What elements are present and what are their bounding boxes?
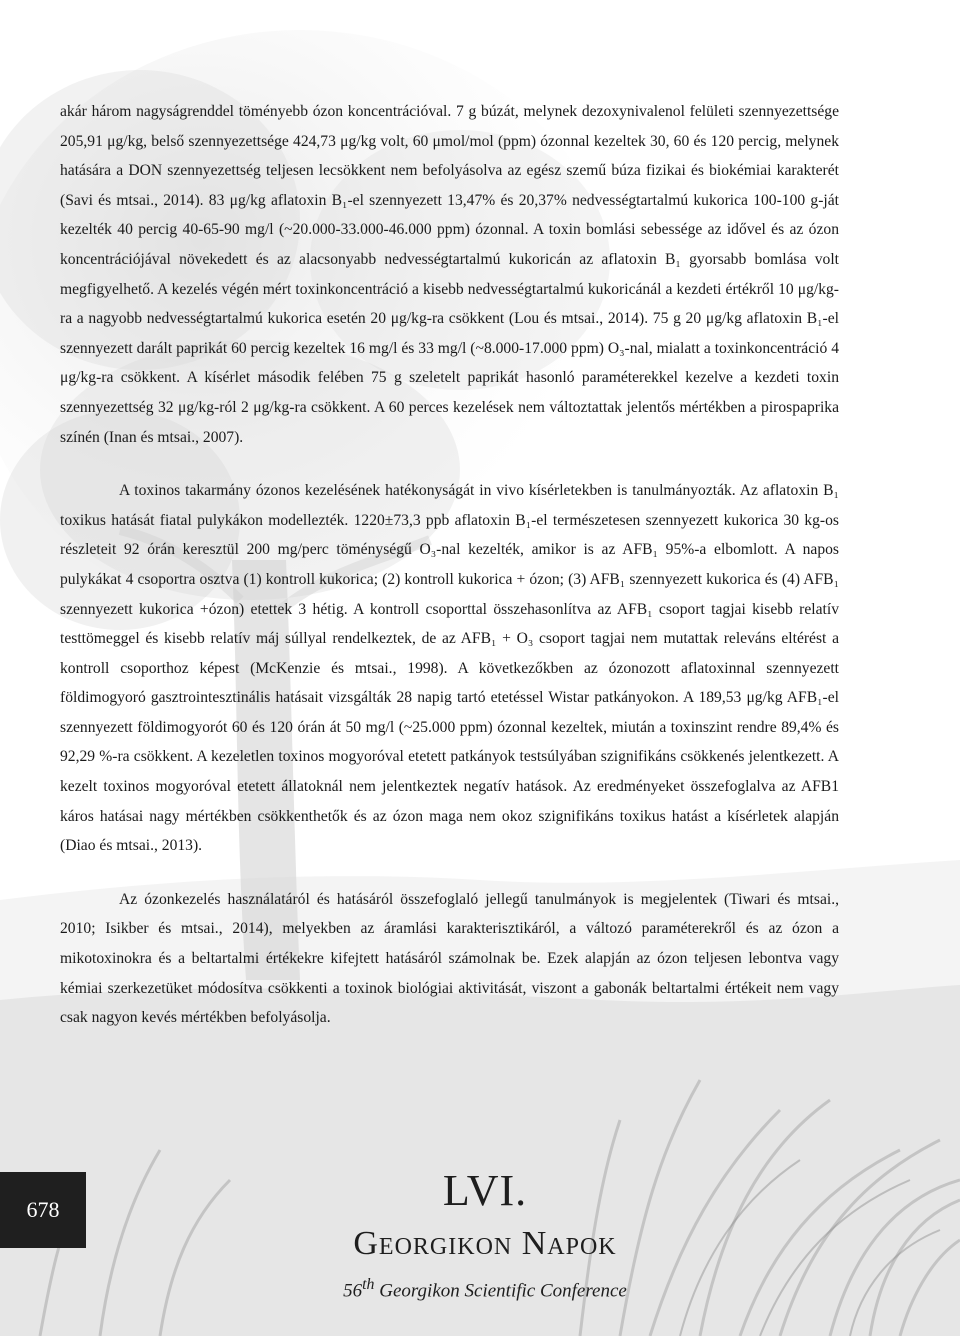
- edition-roman-numeral: LVI.: [442, 1166, 528, 1215]
- paragraph: akár három nagyságrenddel töményebb ózon koncentrációval. 7 g búzát, melynek dezoxynivalenol felületi szennyezettsége 205,91 μg/kg, belső szennyezettsége 424,73 μg/kg volt, 60 μmol/mol (ppm) ózonnal kezeltek 30, 60 és 120 percig, melynek hatására a DON szennyezettség teljesen lecsökkent nem befolyásolva az egész szemű búza fizikai és biokémiai karakterét (Savi és mtsai., 2014). 83 μg/kg aflatoxin B₁-el szennyezett 13,47% és 20,37% nedvességtartalmú kukorica 100-100 g-ját kezelték 40 percig 40-65-90 mg/l (~20.000-33.000-46.000 ppm) ózonnal. A toxin bomlási sebessége az idővel és az ózon koncentrációjával növekedett és az alacsonyabb nedvességtartalmú kukoricán az aflatoxin B₁ gyorsabb bomlása volt megfigyelhető. A kezelés végén mért toxinkoncentráció a kisebb nedvességtartalmú kukoricánál a kezdeti értékről 10 μg/kg-ra a nagyobb nedvességtartalmú kukorica esetén 20 μg/kg-ra csökkent (Lou és mtsai., 2014). 75 g 20 μg/kg aflatoxin B₁-el szennyezett darált paprikát 60 percig kezeltek 16 mg/l és 33 mg/l (~8.000-17.000 ppm) O₃-nal, mialatt a toxinkoncentráció 4 μg/kg-ra csökkent. A kísérlet második felében 75 g szeletelt paprikát hasonló paraméterekkel kezelve a kezdeti toxin szennyezettség 32 μg/kg-ról 2 μg/kg-ra csökkent. A 60 perces kezelések nem változtattak jelentős mértékben a pirospaprika színén (Inan és mtsai., 2007).: [60, 103, 839, 446]
- paragraph: A toxinos takarmány ózonos kezelésének hatékonyságát in vivo kísérletekben is tanulmányozták. Az aflatoxin B₁ toxikus hatását fiatal pulykákon modellezték. 1220±73,3 ppb aflatoxin B₁-el természetesen szennyezett kukorica 30 kg-os részleteit 92 órán keresztül 200 mg/perc töménységű O₃-nal kezelték, amikor is az AFB₁ 95%-a elbomlott. A napos pulykákat 4 csoportra osztva (1) kontroll kukorica; (2) kontroll kukorica + ózon; (3) AFB₁ szennyezett kukorica és (4) AFB₁ szennyezett kukorica +ózon) etettek 3 hétig. A kontroll csoporttal összehasonlítva az AFB₁ csoport tagjai kisebb relatív testtömeggel és kisebb relatív máj súllyal rendelkeztek, de az AFB₁ + O₃ csoport tagjai nem mutattak releváns eltérést a kontroll csoporthoz képest (McKenzie és mtsai., 1998). A következőkben az ózonozott aflatoxinnal szennyezett földimogyoró gasztrointesztinális hatásait vizsgálták 28 napig tartó etetéssel Wistar patkányokon. A 189,53 μg/kg AFB₁-el szennyezett földimogyorót 60 és 120 órán át 50 mg/l (~25.000 ppm) ózonnal kezeltek, miután a toxinszint rendre 89,4% és 92,29 %-ra csökkent. A kezeletlen toxinos mogyoróval etetett patkányok testsúlyában szignifikáns csökkenés jelentkezett. A kezelt toxinos mogyoróval etetett állatoknál nem jelentkeztek negatív hatások. Az eredményeket összefoglalva az AFB1 káros hatásai nagy mértékben csökkenthetők és az ózon maga nem okoz szignifikáns toxikus hatást a kísérletek alapján (Diao és mtsai., 2013).: [60, 482, 839, 855]
- subtitle-ordinal: th: [362, 1276, 375, 1293]
- page-number-box: [0, 1172, 86, 1248]
- conference-footer: [300, 1166, 670, 1302]
- paragraph: Az ózonkezelés használatáról és hatásáról összefoglaló jellegű tanulmányok is megjelentek (Tiwari és mtsai., 2010; Isikber és mtsai., 2014), melyekben az áramlási karakterisztikáról, a változó paraméterekről és az ózon a mikotoxinokra és a beltartalmi értékekre kifejtett hatásáról számolnak be. Ezek alapján az ózon teljesen lebontva vagy kémiai szerkezetüket módosítva csökkenti a toxinok biológiai aktivitását, viszont a gabonák beltartalmi értékeit nem vagy csak nagyon kevés mértékben befolyásolja.: [60, 890, 839, 1027]
- main-text: [60, 97, 839, 1033]
- subtitle-number: 56: [343, 1280, 363, 1302]
- conference-name: Georgikon Napok: [353, 1225, 617, 1262]
- subtitle-text: Georgikon Scientific Conference: [374, 1280, 627, 1302]
- conference-subtitle: [300, 1276, 670, 1302]
- page-number: 678: [26, 1197, 60, 1222]
